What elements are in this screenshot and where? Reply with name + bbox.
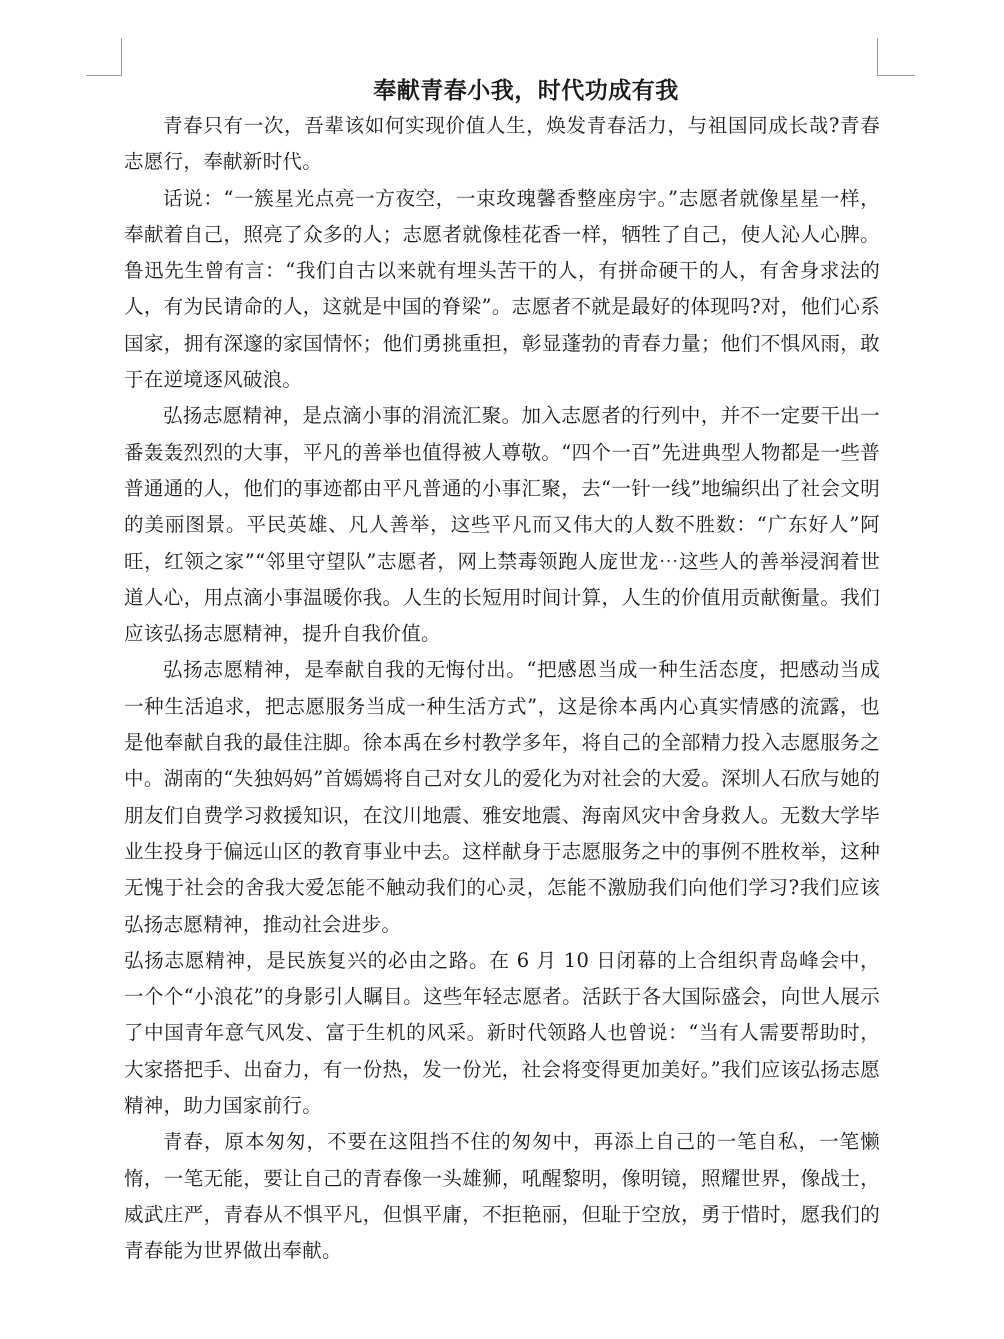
document-page bbox=[124, 74, 880, 1270]
crop-mark-top-left-horizontal bbox=[86, 75, 122, 76]
paragraph-volunteer-metaphor: 话说：“一簇星光点亮一方夜空，一束玫瑰馨香整座房宇。”志愿者就像星星一样，奉献着自己，照亮了众多的人；志愿者就像桂花香一样，牺牲了自己，使人沁人心脾。鲁迅先生曾有言：“我们自古以来就有埋头苦干的人，有拼命硬干的人，有舍身求法的人，有为民请命的人，这就是中国的脊梁”。志愿者不就是最好的体现吗?对，他们心系国家，拥有深邃的家国情怀；他们勇挑重担，彰显蓬勃的青春力量；他们不惧风雨，敢于在逆境逐风破浪。 bbox=[124, 186, 880, 392]
paragraph-selfless-dedication: 弘扬志愿精神，是奉献自我的无悔付出。“把感恩当成一种生活态度，把感动当成一种生活追求，把志愿服务当成一种生活方式”，这是徐本禹内心真实情感的流露，也是他奉献自我的最佳注脚。徐本禹在乡村教学多年，将自己的全部精力投入志愿服务之中。湖南的“失独妈妈”首嫣嫣将自己对女儿的爱化为对社会的大爱。深圳人石欣与她的朋友们自费学习救援知识，在汶川地震、雅安地震、海南风灾中舍身救人。无数大学毕业生投身于偏远山区的教育事业中去。这样献身于志愿服务之中的事例不胜枚举，这种无愧于社会的舍我大爱怎能不触动我们的心灵，怎能不激励我们向他们学习?我们应该弘扬志愿精神，推动社会进步。 bbox=[124, 658, 880, 936]
paragraph-intro: 青春只有一次，吾辈该如何实现价值人生，焕发青春活力，与祖国同成长哉?青春志愿行，奉献新时代。 bbox=[124, 114, 880, 174]
crop-mark-top-right-horizontal bbox=[877, 75, 915, 76]
document-title: 奉献青春小我，时代功成有我 bbox=[373, 78, 679, 104]
paragraph-conclusion: 青春，原本匆匆，不要在这阻挡不住的匆匆中，再添上自己的一笔自私，一笔懒惰，一笔无能，要让自己的青春像一头雄狮，吼醒黎明，像明镜，照耀世界，像战士，威武庄严，青春从不惧平凡，但惧平庸，不拒艳丽，但耻于空放，勇于惜时，愿我们的青春能为世界做出奉献。 bbox=[124, 1130, 880, 1263]
crop-mark-top-right-vertical bbox=[877, 38, 878, 76]
paragraph-national-rejuvenation: 弘扬志愿精神，是民族复兴的必由之路。在 6 月 10 日闭幕的上合组织青岛峰会中，一个个“小浪花”的身影引人瞩目。这些年轻志愿者。活跃于各大国际盛会，向世人展示了中国青年意气风发、富于生机的风采。新时代领路人也曾说：“当有人需要帮助时，大家搭把手、出奋力，有一份热，发一份光，社会将变得更加美好。”我们应该弘扬志愿精神，助力国家前行。 bbox=[124, 948, 880, 1118]
paragraph-small-deeds: 弘扬志愿精神，是点滴小事的涓流汇聚。加入志愿者的行列中，并不一定要干出一番轰轰烈烈的大事，平凡的善举也值得被人尊敬。“四个一百”先进典型人物都是一些普普通通的人，他们的事迹都由平凡普通的小事汇聚，去“一针一线”地编织出了社会文明的美丽图景。平民英雄、凡人善举，这些平凡而又伟大的人数不胜数：“广东好人”阿旺，红领之家”“邻里守望队”志愿者，网上禁毒领跑人庞世龙⋯这些人的善举浸润着世道人心，用点滴小事温暖你我。人生的长短用时间计算，人生的价值用贡献衡量。我们应该弘扬志愿精神，提升自我价值。 bbox=[124, 404, 880, 646]
crop-mark-top-left-vertical bbox=[121, 38, 122, 76]
